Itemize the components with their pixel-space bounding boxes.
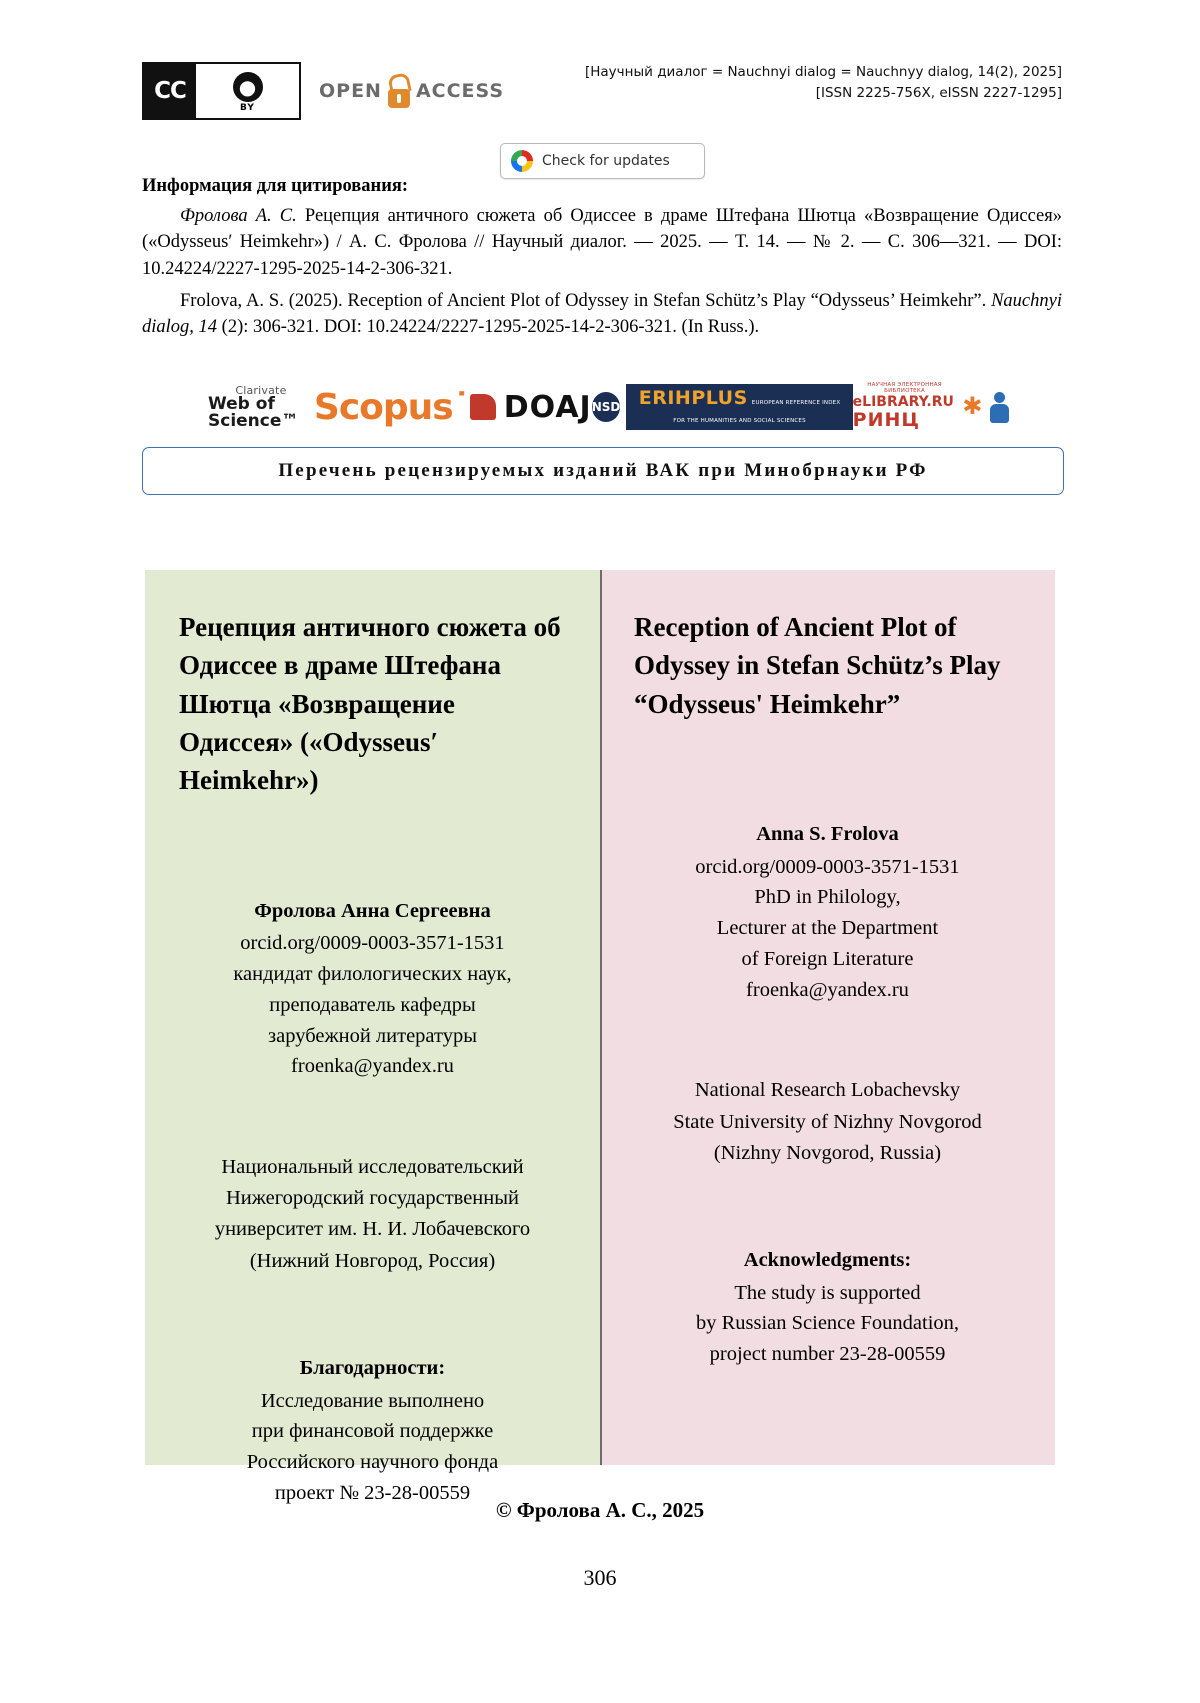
scopus-logo: Scopus˙ <box>313 386 470 428</box>
panel-russian <box>145 570 600 1504</box>
affiliation-ru-4: (Нижний Новгород, Россия) <box>249 1249 496 1272</box>
citation-block <box>142 203 1062 346</box>
author-degree-en: PhD in Philology, <box>754 886 901 909</box>
check-for-updates-button[interactable] <box>500 143 705 179</box>
author-position-ru-2: зарубежной литературы <box>268 1024 477 1047</box>
affiliation-ru-2: Нижегородский государственный <box>225 1187 519 1210</box>
acknowledgments-en-1: The study is supported <box>734 1281 921 1304</box>
erih-box <box>626 384 852 430</box>
doaj-logo <box>470 390 592 425</box>
author-email-en[interactable]: froenka@yandex.ru <box>746 978 909 1001</box>
copyright-line: © Фролова А. С., 2025 <box>495 1498 705 1522</box>
vak-banner: Перечень рецензируемых изданий ВАК при Минобрнауки РФ <box>142 447 1064 495</box>
citation-en-journal: Nauchnyi dialog, 14 <box>142 290 1062 338</box>
acknowledgments-ru-3: Российского научного фонда <box>246 1451 499 1474</box>
elibrary-subtitle: НАУЧНАЯ ЭЛЕКТРОННАЯ БИБЛИОТЕКА <box>867 381 942 395</box>
doaj-mark-icon <box>470 394 496 420</box>
elibrary-label: eLIBRARY.RU <box>852 394 954 411</box>
elibrary-logo <box>853 382 1008 433</box>
acknowledgments-title-ru: Благодарности: <box>299 1356 446 1379</box>
acknowledgments-ru <box>179 1353 566 1509</box>
erih-plus-logo <box>592 384 853 430</box>
open-lock-icon <box>386 74 412 108</box>
open-access-label-1: OPEN <box>319 80 382 102</box>
journal-meta <box>585 62 1062 104</box>
erih-plus-label: PLUS <box>691 387 748 409</box>
citation-en-text-2: (2): 306-321. DOI: 10.24224/2227-1295-2025-14-2-306-321. (In Russ.). <box>217 317 760 338</box>
clarivate-label: Clarivate <box>235 383 287 397</box>
reader-person-icon <box>989 390 1008 424</box>
journal-issn-line: [ISSN 2225-756X, eISSN 2227-1295] <box>815 84 1062 101</box>
article-title-ru: Рецепция античного сюжета об Одиссее в драме Штефана Шютца «Возвращение Одиссея» («Odysseus′ Heimkehr») <box>179 612 561 796</box>
open-access-badge <box>319 74 504 108</box>
author-position-en-1: Lecturer at the Department <box>716 917 939 940</box>
author-degree-ru: кандидат филологических наук, <box>233 963 512 986</box>
author-position-ru-1: преподаватель кафедры <box>269 993 476 1016</box>
acknowledgments-ru-4: проект № 23-28-00559 <box>274 1481 471 1504</box>
acknowledgments-en <box>634 1245 1021 1370</box>
citation-russian <box>142 203 1062 282</box>
author-name-en: Anna S. Frolova <box>756 822 899 845</box>
erih-subtitle: EUROPEAN REFERENCE INDEX FOR THE HUMANITIES AND SOCIAL SCIENCES <box>673 400 841 424</box>
page-header <box>142 62 1062 120</box>
cc-by-mark <box>196 64 299 118</box>
license-badges <box>142 62 504 120</box>
acknowledgments-en-2: by Russian Science Foundation, <box>695 1312 960 1335</box>
citation-en-text-1: Frolova, A. S. (2025). Reception of Ancient Plot of Odyssey in Stefan Schütz’s Play “Odysseus’ Heimkehr”. <box>180 290 992 311</box>
crossmark-icon <box>511 150 533 172</box>
wos-label: Web of Science™ <box>208 393 299 431</box>
acknowledgments-title-en: Acknowledgments: <box>743 1248 912 1271</box>
author-orcid-en[interactable]: orcid.org/0009-0003-3571-1531 <box>695 855 960 878</box>
author-name-ru: Фролова Анна Сергеевна <box>254 899 491 922</box>
rinc-label: РИНЦ <box>852 409 921 432</box>
author-block-en <box>634 819 1021 1006</box>
citation-ru-author: Фролова А. С. <box>180 206 297 226</box>
affiliation-en <box>634 1075 1021 1168</box>
erih-label: ERIH <box>638 387 692 409</box>
affiliation-en-1: National Research Lobachevsky <box>694 1079 961 1102</box>
author-email-ru[interactable]: froenka@yandex.ru <box>291 1055 454 1078</box>
check-for-updates-label: Check for updates <box>542 153 670 169</box>
doaj-label: DOAJ <box>503 389 592 425</box>
affiliation-ru-3: университет им. Н. И. Лобачевского <box>214 1218 531 1241</box>
indexing-logos <box>208 383 1008 431</box>
author-position-en-2: of Foreign Literature <box>741 947 914 970</box>
acknowledgments-ru-1: Исследование выполнено <box>260 1389 485 1412</box>
author-orcid-ru[interactable]: orcid.org/0009-0003-3571-1531 <box>240 932 505 955</box>
open-access-label-2: ACCESS <box>415 80 505 102</box>
acknowledgments-ru-2: при финансовой поддержке <box>251 1420 494 1443</box>
article-title-en: Reception of Ancient Plot of Odyssey in Stefan Schütz’s Play “Odysseus' Heimkehr” <box>634 612 1001 719</box>
web-of-science-logo <box>208 385 314 430</box>
affiliation-ru <box>179 1152 566 1277</box>
affiliation-ru-1: Национальный исследовательский <box>221 1156 524 1179</box>
journal-issue-line: [Научный диалог = Nauchnyi dialog = Nauchnyy dialog, 14(2), 2025] <box>584 64 1062 80</box>
nsd-label: NSD <box>592 392 621 422</box>
cc-by-label: BY <box>240 102 255 113</box>
citation-ru-text: Рецепция античного сюжета об Одиссее в драме Штефана Шютца «Возвращение Одиссея» («Odysseus′ Heimkehr») / А. С. Фролова // Научный диалог. — 2025. — Т. 14. — № 2. — С. 306—321. — DOI: 10.24224/2227-1295-2025-14-2-306-321. <box>142 206 1062 279</box>
creative-commons-icon <box>142 62 301 120</box>
page-number: 306 <box>583 1565 617 1590</box>
affiliation-en-2: State University of Nizhny Novgorod <box>673 1110 982 1133</box>
citation-heading: Информация для цитирования: <box>142 176 409 196</box>
author-block-ru <box>179 896 566 1083</box>
panel-english <box>600 570 1055 1465</box>
cc-label: CC <box>144 64 196 118</box>
person-icon: ● <box>233 72 263 102</box>
acknowledgments-en-3: project number 23-28-00559 <box>709 1343 946 1366</box>
panel-divider <box>600 570 602 1465</box>
citation-english <box>142 288 1062 341</box>
star-icon: ✱ <box>962 394 983 420</box>
affiliation-en-3: (Nizhny Novgorod, Russia) <box>713 1141 942 1164</box>
